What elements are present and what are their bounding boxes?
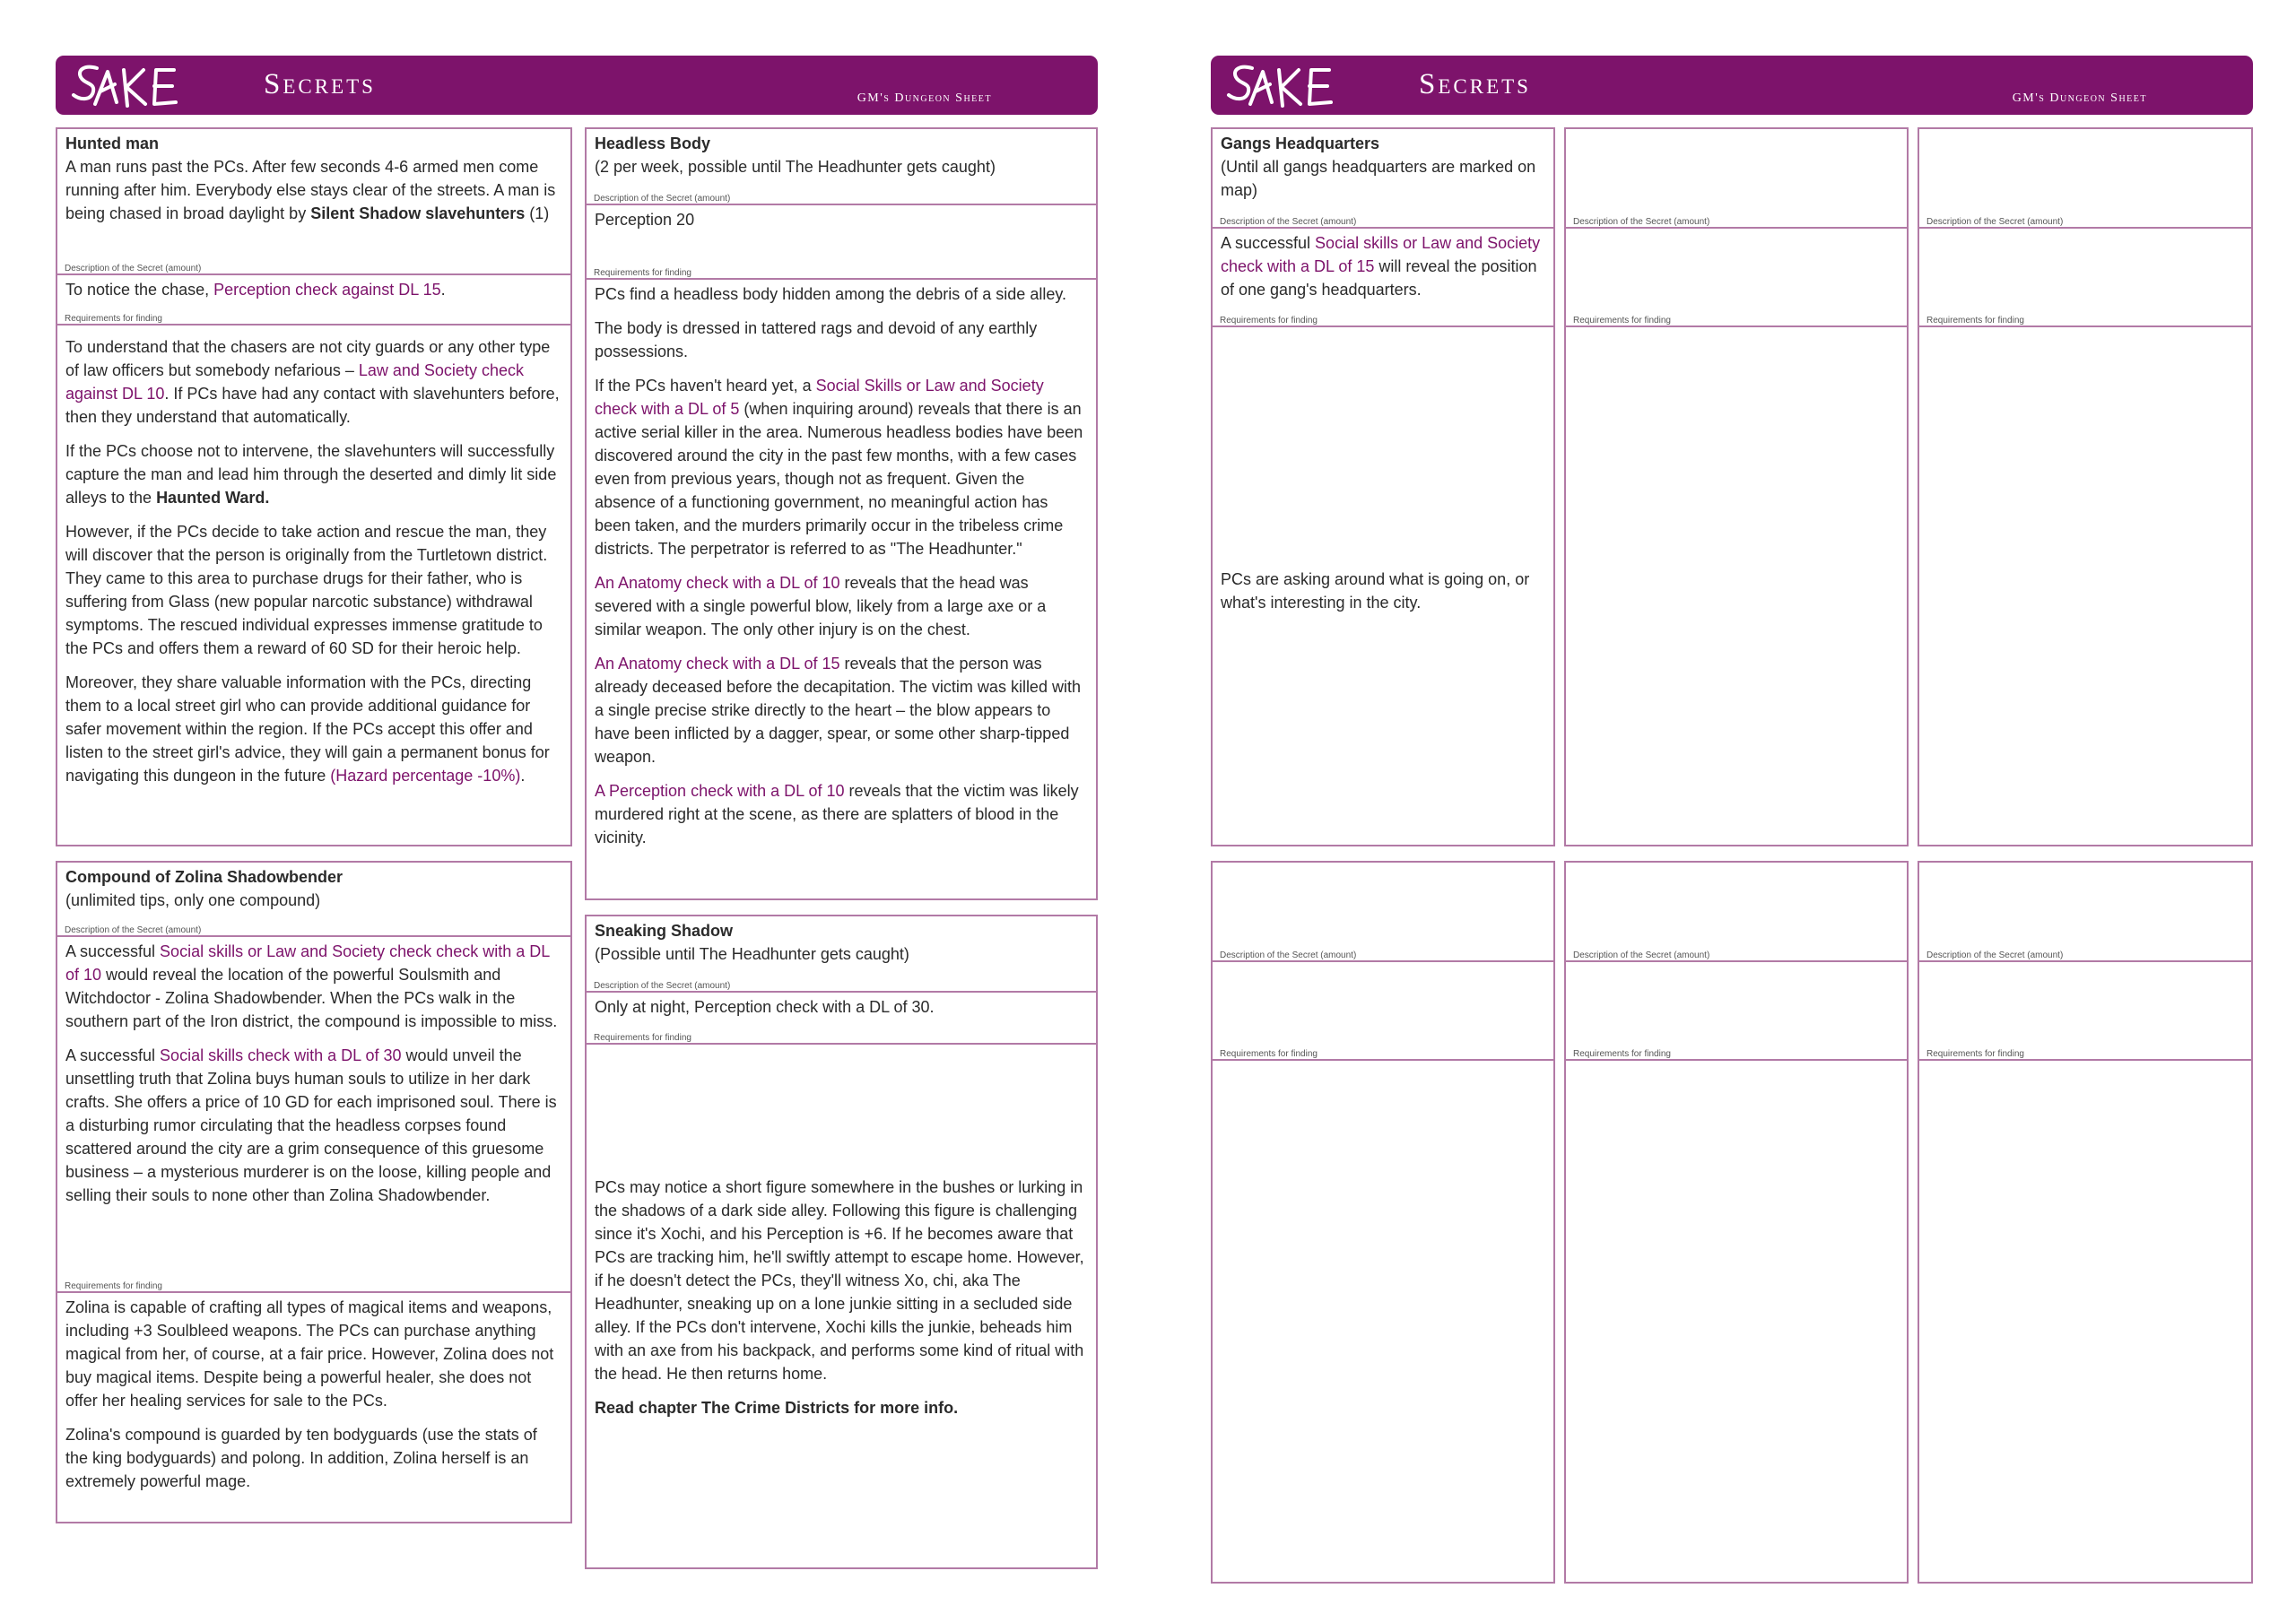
req-text: would unveil the unsettling truth that Zolina buys human souls to utilize in her dark crafts. She offers a price of 10 GD for each imprisoned soul. There is a disturbing rumor circulating that the headless corpses found scattered around the city are a grim consequence of this gruesome business – a mysterious murderer is on the loose, killing people and selling their souls to none other than Zolina Shadowbender. [65,1046,557,1204]
req-check: Perception check against DL 15 [213,281,441,299]
header-subtitle: GM's Dungeon Sheet [2012,91,2147,105]
page-header [56,56,1098,115]
description-label: Description of the Secret (amount) [1926,217,2064,227]
left-page [56,56,1098,1580]
divider [1919,960,2251,962]
body-bold: Haunted Ward. [156,489,270,507]
body-text: PCs are asking around what is going on, or what's interesting in the city. [1221,570,1530,612]
req-text: would reveal the location of the powerful Soulsmith and Witchdoctor - Zolina Shadowbender. When the PCs walk in the southern part of the Iron district, the compound is impossible to miss. [65,966,558,1030]
secret-card-empty [1211,861,1555,1584]
description-label: Description of the Secret (amount) [1220,217,1357,227]
body-text: PCs find a headless body hidden among the debris of a side alley. [595,285,1066,303]
sake-logo [1223,57,1358,111]
req-text: Perception 20 [595,211,695,229]
body-text: . [520,767,526,785]
secret-description [57,863,570,912]
divider [1213,960,1553,962]
secret-body [1213,565,1553,625]
req-text: will reveal the position of one gang's headquarters. [1221,257,1537,299]
secret-body [587,1173,1096,1430]
body-text: To understand that the chasers are not city guards or any other type of law officers but somebody nefarious – [65,338,551,379]
description-label: Description of the Secret (amount) [594,981,731,991]
secret-requirement [587,205,1096,231]
secret-requirement [587,993,1096,1019]
description-text: A man runs past the PCs. After few seconds 4-6 armed men come running after him. Everybody else stays clear of the streets. A man is being chased in broad daylight by [65,158,556,222]
req-check: Social skills or Law and Society check with a DL of 15 [1221,234,1541,275]
requirements-label: Requirements for finding [65,1281,162,1291]
description-label: Description of the Secret (amount) [1926,950,2064,960]
requirements-label: Requirements for finding [1220,316,1318,325]
divider [587,1043,1096,1045]
body-check: (Hazard percentage -10%) [330,767,521,785]
req-text: Only at night, Perception check with a DL of 30. [595,998,935,1016]
requirements-label: Requirements for finding [1220,1049,1318,1059]
sake-logo [68,57,203,111]
secret-requirement [57,937,570,1218]
secret-description [587,916,1096,966]
body-text: (when inquiring around) reveals that there is an active serial killer in the area. Numerous headless bodies have been discovered around the city in the past few months, with a few cases even from previous years, though not as frequent. Given the absence of a functioning government, no meaningful action has been taken, and the murders primarily occur in the tribeless crime districts. The perpetrator is referred to as "The Headhunter." [595,400,1083,558]
divider [1213,1059,1553,1061]
req-text: A successful [1221,234,1316,252]
body-check: A Perception check with a DL of 10 [595,782,845,800]
secret-requirement [57,275,570,301]
secret-subtitle: (2 per week, possible until The Headhunter gets caught) [595,158,996,176]
divider [57,324,570,325]
body-check: An Anatomy check with a DL of 10 [595,574,840,592]
req-check: Social skills or Law and Society check check with a DL of 10 [65,942,550,984]
body-text: reveals that the person was already deceased before the decapitation. The victim was killed with a single precise strike directly to the heart – the blow appears to have been inflicted by a dagger, spear, or some other sharp-tipped weapon. [595,655,1081,766]
body-text: reveals that the head was severed with a single powerful blow, likely from a large axe or a similar weapon. The only other injury is on the chest. [595,574,1047,638]
divider [1919,325,2251,327]
secret-title: Gangs Headquarters [1221,135,1380,152]
divider [1566,960,1907,962]
secret-description [1213,129,1553,202]
secret-title: Sneaking Shadow [595,922,734,940]
body-text: Zolina is capable of crafting all types of magical items and weapons, including +3 Soulbleed weapons. The PCs can purchase anything magical from her, of course, at a fair price. However, Zolina does not buy magical items. Despite being a powerful healer, she does not offer her healing services for sale to the PCs. [65,1298,554,1410]
secret-card-empty [1564,861,1909,1584]
requirements-label: Requirements for finding [65,314,162,324]
body-text: . If PCs have had any contact with slavehunters before, then they understand that automatically. [65,385,560,426]
requirements-label: Requirements for finding [594,1033,691,1043]
divider [1213,325,1553,327]
secret-description [587,129,1096,178]
description-bold: Silent Shadow slavehunters [310,204,526,222]
body-text: However, if the PCs decide to take action and rescue the man, they will discover that the person is originally from the Turtletown district. They came to this area to purchase drugs for their father, who is suffering from Glass (new popular narcotic substance) withdrawal symptoms. The rescued individual expresses immense gratitude to the PCs and offers them a reward of 60 SD for their heroic help. [65,523,548,657]
requirements-label: Requirements for finding [1926,316,2024,325]
secret-subtitle: (Possible until The Headhunter gets caught) [595,945,909,963]
body-text: If the PCs haven't heard yet, a [595,377,816,395]
header-subtitle: GM's Dungeon Sheet [857,91,992,105]
secret-card-headless-body [585,127,1098,900]
secret-card-sneaking-shadow [585,915,1098,1569]
secret-requirement [1213,229,1553,301]
req-text: To notice the chase, [65,281,214,299]
body-text: PCs may notice a short figure somewhere in the bushes or lurking in the shadows of a dark side alley. Following this figure is challenging since it's Xochi, and his Perception is +6. If he becomes aware that PCs are tracking him, he'll swiftly attempt to escape home. However, if he doesn't detect the PCs, they'll witness Xo, chi, aka The Headhunter, sneaking up on a lone junkie sitting in a secluded side alley. If the PCs don't intervene, Xochi kills the junkie, beheads him with an axe from his backpack, and performs some kind of ritual with the head. He then returns home. [595,1178,1084,1383]
right-page [1211,56,2253,1580]
secret-subtitle: (Until all gangs headquarters are marked on map) [1221,158,1536,199]
secret-description [57,129,570,225]
secret-title: Compound of Zolina Shadowbender [65,868,343,886]
secret-body [57,333,570,798]
description-text: (1) [525,204,550,222]
body-bold: Read chapter The Crime Districts for more info. [595,1399,959,1417]
requirements-label: Requirements for finding [1573,1049,1671,1059]
secret-card-empty [1918,861,2253,1584]
divider [1919,227,2251,229]
description-label: Description of the Secret (amount) [1573,950,1710,960]
secret-card-hunted-man [56,127,572,846]
body-check: An Anatomy check with a DL of 15 [595,655,840,673]
secret-title: Hunted man [65,135,160,152]
body-check: Law and Society check against DL 10 [65,361,524,403]
divider [1566,1059,1907,1061]
description-label: Description of the Secret (amount) [594,194,731,204]
req-text: A successful [65,942,161,960]
req-check: Social skills check with a DL of 30 [160,1046,402,1064]
requirements-label: Requirements for finding [1926,1049,2024,1059]
body-text: The body is dressed in tattered rags and devoid of any earthly possessions. [595,319,1038,360]
requirements-label: Requirements for finding [594,268,691,278]
body-text: If the PCs choose not to intervene, the slavehunters will successfully capture the man and lead him through the deserted and dimly lit side alleys to the [65,442,557,507]
requirements-label: Requirements for finding [1573,316,1671,325]
body-text: Zolina's compound is guarded by ten bodyguards (use the stats of the king bodyguards) and polong. In addition, Zolina herself is an extremely powerful mage. [65,1426,537,1490]
header-title: Secrets [1419,68,1531,100]
body-text: reveals that the victim was likely murdered right at the scene, as there are splatters of blood in the vicinity. [595,782,1079,846]
secret-card-gangs-hq [1211,127,1555,846]
description-label: Description of the Secret (amount) [1220,950,1357,960]
req-text: A successful [65,1046,161,1064]
secret-body [587,280,1096,860]
page-header [1211,56,2253,115]
divider [1566,227,1907,229]
secret-card-empty [1564,127,1909,846]
secret-body [57,1293,570,1504]
secret-card-compound [56,861,572,1523]
description-label: Description of the Secret (amount) [1573,217,1710,227]
secret-title: Headless Body [595,135,711,152]
description-label: Description of the Secret (amount) [65,925,202,935]
secret-card-empty [1918,127,2253,846]
divider [1566,325,1907,327]
body-text: Moreover, they share valuable information with the PCs, directing them to a local street girl who can provide additional guidance for safer movement within the region. If the PCs accept this offer and listen to the street girl's advice, they will gain a permanent bonus for navigating this dungeon in the future [65,673,550,785]
secret-subtitle: (unlimited tips, only one compound) [65,891,321,909]
header-title: Secrets [264,68,376,100]
divider [1919,1059,2251,1061]
req-text: . [440,281,446,299]
description-label: Description of the Secret (amount) [65,264,202,273]
body-check: Social Skills or Law and Society check with a DL of 5 [595,377,1044,418]
